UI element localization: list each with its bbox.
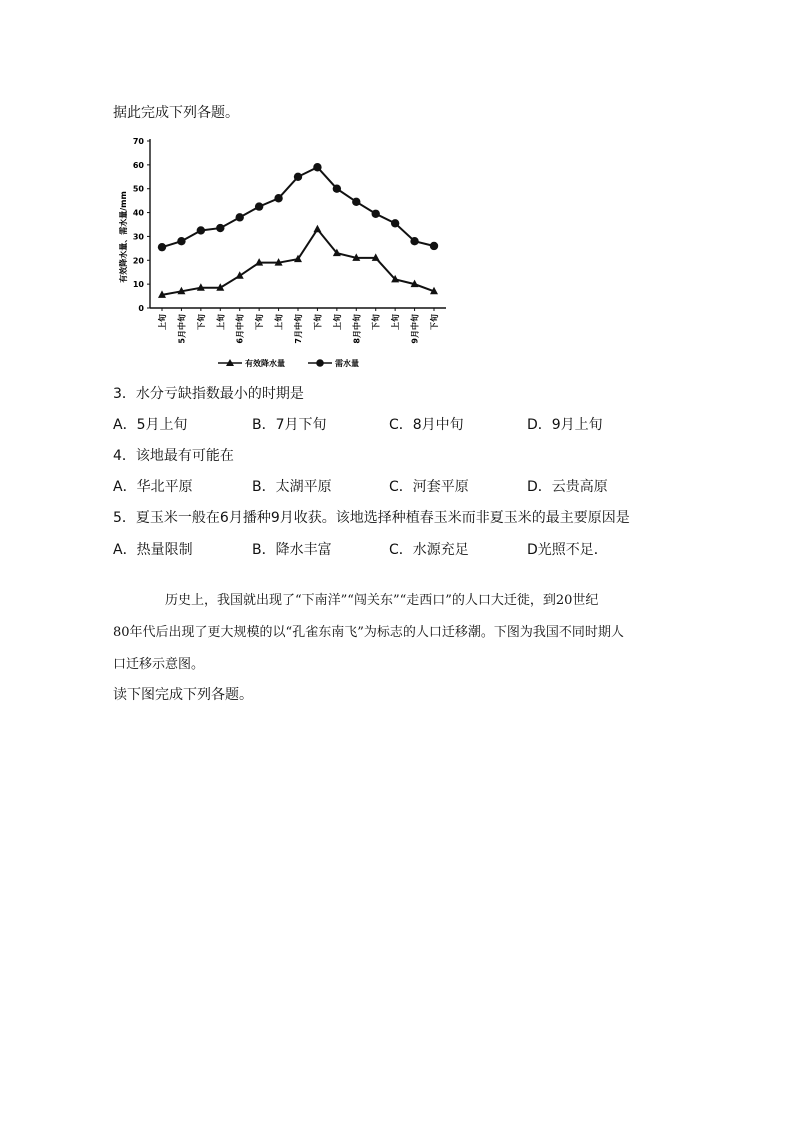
x-tick-label: 5月中旬	[177, 314, 187, 344]
x-tick-label: 8月中旬	[352, 314, 362, 344]
x-tick-label: 下旬	[196, 314, 206, 330]
closing-instruction: 读下图完成下列各题。	[113, 687, 253, 703]
legend-series-1: 有效降水量	[245, 359, 285, 368]
data-point-circle	[430, 242, 438, 250]
chart-legend	[218, 358, 359, 368]
rainfall-water-demand-chart	[112, 132, 452, 377]
x-tick-label: 下旬	[430, 314, 439, 330]
y-tick-label: 40	[132, 208, 144, 218]
x-tick-label: 上旬	[158, 314, 167, 330]
question-4-stem: 4．该地最有可能在	[113, 448, 234, 464]
data-point-circle	[410, 237, 418, 245]
x-tick-label: 下旬	[371, 314, 381, 330]
x-tick-label: 9月中旬	[410, 314, 420, 344]
y-tick-label: 10	[132, 280, 144, 290]
q4-option-d[interactable]: D．云贵高原	[527, 479, 608, 495]
y-tick-label: 70	[132, 137, 144, 146]
question-3-stem: 3．水分亏缺指数最小的时期是	[113, 386, 304, 402]
q3-option-d[interactable]: D．9月上旬	[527, 417, 603, 433]
migration-passage	[113, 585, 693, 681]
x-tick-label: 6月中旬	[235, 314, 245, 344]
q4-option-b[interactable]: B．太湖平原	[252, 479, 332, 495]
passage-line-2: 80年代后出现了更大规模的以“孔雀东南飞”为标志的人口迁移潮。下图为我国不同时期人	[113, 625, 624, 640]
passage-line-1: 历史上，我国就出现了“下南洋”“闯关东”“走西口”的人口大迁徙，到20世纪	[165, 593, 599, 608]
x-tick-label: 上旬	[216, 314, 226, 330]
data-point-circle	[158, 243, 166, 251]
q5-option-b[interactable]: B．降水丰富	[252, 542, 332, 558]
y-tick-label: 60	[132, 160, 144, 170]
data-point-circle	[236, 213, 244, 221]
x-tick-label: 7月中旬	[294, 314, 303, 344]
data-point-triangle	[313, 225, 321, 233]
question-5-stem: 5．夏玉米一般在6月播种9月收获。该地选择种植春玉米而非夏玉米的最主要原因是	[113, 510, 630, 526]
data-point-circle	[391, 219, 399, 227]
y-axis-label: 有效降水量、需水量/mm	[119, 191, 128, 283]
y-tick-label: 0	[138, 304, 144, 313]
intro-text: 据此完成下列各题。	[113, 105, 239, 121]
x-tick-label: 下旬	[255, 314, 265, 330]
passage-line-3: 口迁移示意图。	[113, 657, 205, 672]
data-point-circle	[255, 202, 263, 210]
q5-option-d[interactable]: D光照不足．	[527, 542, 608, 558]
data-point-circle	[372, 210, 380, 218]
q3-option-b[interactable]: B．7月下旬	[252, 417, 327, 433]
q4-option-a[interactable]: A．华北平原	[113, 479, 193, 495]
data-point-circle	[216, 224, 224, 232]
x-tick-label: 上旬	[391, 314, 401, 330]
q5-option-a[interactable]: A．热量限制	[113, 542, 193, 558]
x-tick-label: 上旬	[274, 314, 284, 330]
data-point-circle	[177, 237, 185, 245]
data-point-circle	[352, 198, 360, 206]
legend-circle-marker	[316, 359, 324, 367]
x-tick-label: 上旬	[332, 314, 342, 330]
data-point-circle	[313, 163, 321, 171]
y-tick-label: 50	[132, 184, 144, 194]
y-tick-label: 20	[132, 256, 144, 266]
data-point-circle	[333, 185, 341, 193]
legend-series-2: 需水量	[335, 359, 359, 368]
q3-option-a[interactable]: A．5月上旬	[113, 417, 188, 433]
x-tick-label: 下旬	[313, 314, 323, 330]
q5-option-c[interactable]: C．水源充足	[389, 542, 469, 558]
q3-option-c[interactable]: C．8月中旬	[389, 417, 464, 433]
y-tick-label: 30	[132, 232, 144, 242]
data-point-circle	[294, 173, 302, 181]
q4-option-c[interactable]: C．河套平原	[389, 479, 469, 495]
data-point-circle	[197, 226, 205, 234]
data-point-circle	[274, 194, 282, 202]
